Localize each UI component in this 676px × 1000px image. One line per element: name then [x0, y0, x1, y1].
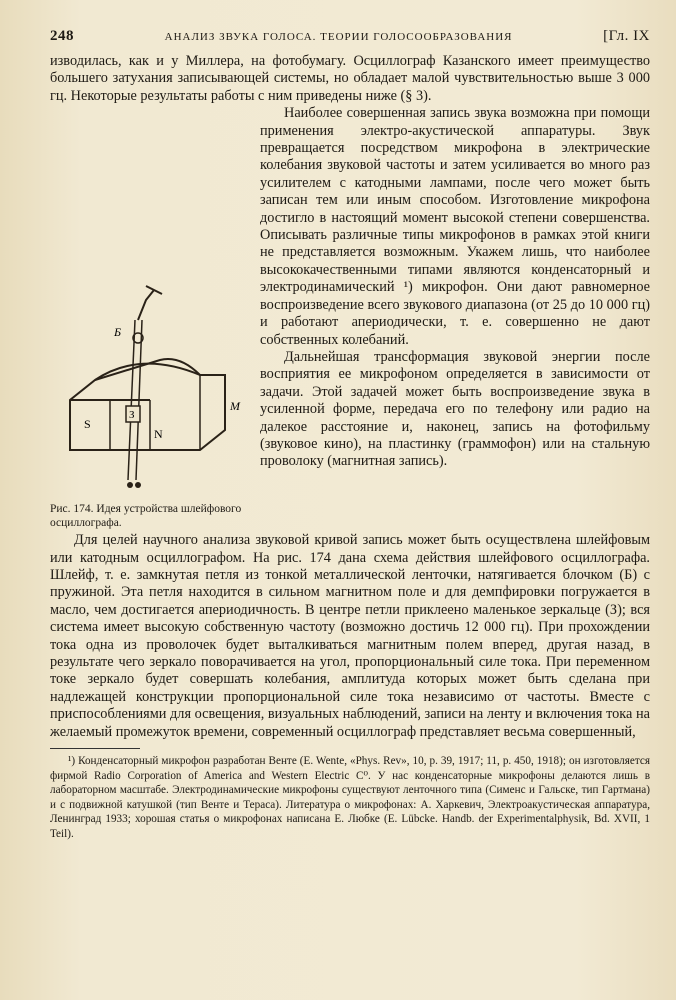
label-z: З	[129, 409, 135, 422]
paragraph-2-text: Наиболее совершенная запись звука возможна при помощи применения электро-акустической аппаратуры. Звук превращается посредством микрофона в электрические колебания звуковой частоты и затем усиливается во много раз усилителем с катодными лампами, после чего может быть записан тем или иным способом. Изготовление микрофона достигло в настоящий момент высокой степени совершенства. Описывать различные типы микрофонов в рамках этой книги не представляется возможным. Укажем лишь, что наиболее высококачественными типами являются конденсаторный и электродинамический ¹) микрофон. Они дают равномерное воспроизведение всего звукового диапазона (от 25 до 10 000 гц) и работают апериодически, т. е. совершенно не дают собственных колебаний.	[260, 105, 650, 348]
oscillograph-figure	[50, 280, 250, 530]
paragraph-4: Для целей научного анализа звуковой кривой запись может быть осуществлена шлейфовым или катодным осциллографом. На рис. 174 дана схема действия шлейфового осциллографа. Шлейф, т. е. замкнутая петля из тонкой металлической ленточки, натягивается блочком (Б) с пружиной. Эта петля находится в сильном магнитном поле и для демпфировки погружается в масло, чем достигается апериодичность. В центре петли приклеено маленькое зеркальце (З); вся система имеет высокую собственную частоту (возможно достичь 12 000 гц). При прохождении тока одна из проволочек будет выталкиваться магнитным полем вперед, другая назад, в результате чего зеркало поворачивается на угол, пропорциональный силе тока. При переменном токе зеркало будет совершать колебания, амплитуда которых может быть сделана при надлежащей конструкции пропорциональной силе тока независимо от частоты. Вместе с приспособлениями для освещения, визуальных наблюдений, записи на ленту и включения тока на желаемый промежуток времени, современный осциллограф представляет весьма совершенный,	[50, 532, 650, 740]
figure-caption: Рис. 174. Идея устройства шлейфового осциллографа.	[50, 503, 242, 530]
footnotes	[50, 754, 650, 842]
footnote-rule	[50, 748, 140, 749]
chapter-marker: [Гл. IX	[603, 28, 650, 44]
label-m: M	[230, 399, 240, 414]
paragraph-3: Дальнейшая трансформация звуковой энергии после восприятия ее микрофоном определяется в зависимости от задачи. Этой задачей может быть воспроизведение звука в усиленной форме, передача его по телефону или радио на далекое расстояние и, наконец, запись на фотофильму (звуковое кино), на пластинку (граммофон) или на стальную проволоку (магнитная запись).	[260, 348, 650, 470]
footnote-1: ¹) Конденсаторный микрофон разработан Венте (E. Wente, «Phys. Rev», 10, p. 39, 1917; 11, p. 450, 1918); он изготовляется фирмой Radio Corporation of America and Western Electric C⁰. У нас конденсаторные микрофоны делаются лишь в лабораторном масштабе. Электродинамические микрофоны существуют ленточного типа (Сименс и Гальске, тип Гартмана) и с подвижной катушкой (тип Венте и Тераса). Литература о микрофонах: А. Харкевич, Электроакустическая аппаратура, Ленинград 1933; хорошая статья о микрофонах написана Е. Любке (E. Lübcke. Handb. der Experimentalphysik, Bd. XVII, 1 Teil).	[50, 755, 650, 841]
page-header	[50, 28, 650, 45]
label-s: S	[84, 417, 91, 432]
running-title: АНАЛИЗ ЗВУКА ГОЛОСА. ТЕОРИИ ГОЛОСООБРАЗОВАНИЯ	[164, 31, 513, 43]
label-b: Б	[114, 325, 122, 340]
paragraph-1: изводилась, как и у Миллера, на фотобумагу. Осциллограф Казанского имеет преимущество большего затухания записывающей системы, но обладает малой чувствительностью выше 3 000 гц. Некоторые результаты работы с ним приведены ниже (§ 3).	[50, 53, 650, 104]
page-number: 248	[50, 28, 74, 44]
paragraph-2-block	[50, 105, 650, 530]
oscillograph-diagram	[50, 280, 250, 500]
label-n: N	[154, 427, 163, 442]
